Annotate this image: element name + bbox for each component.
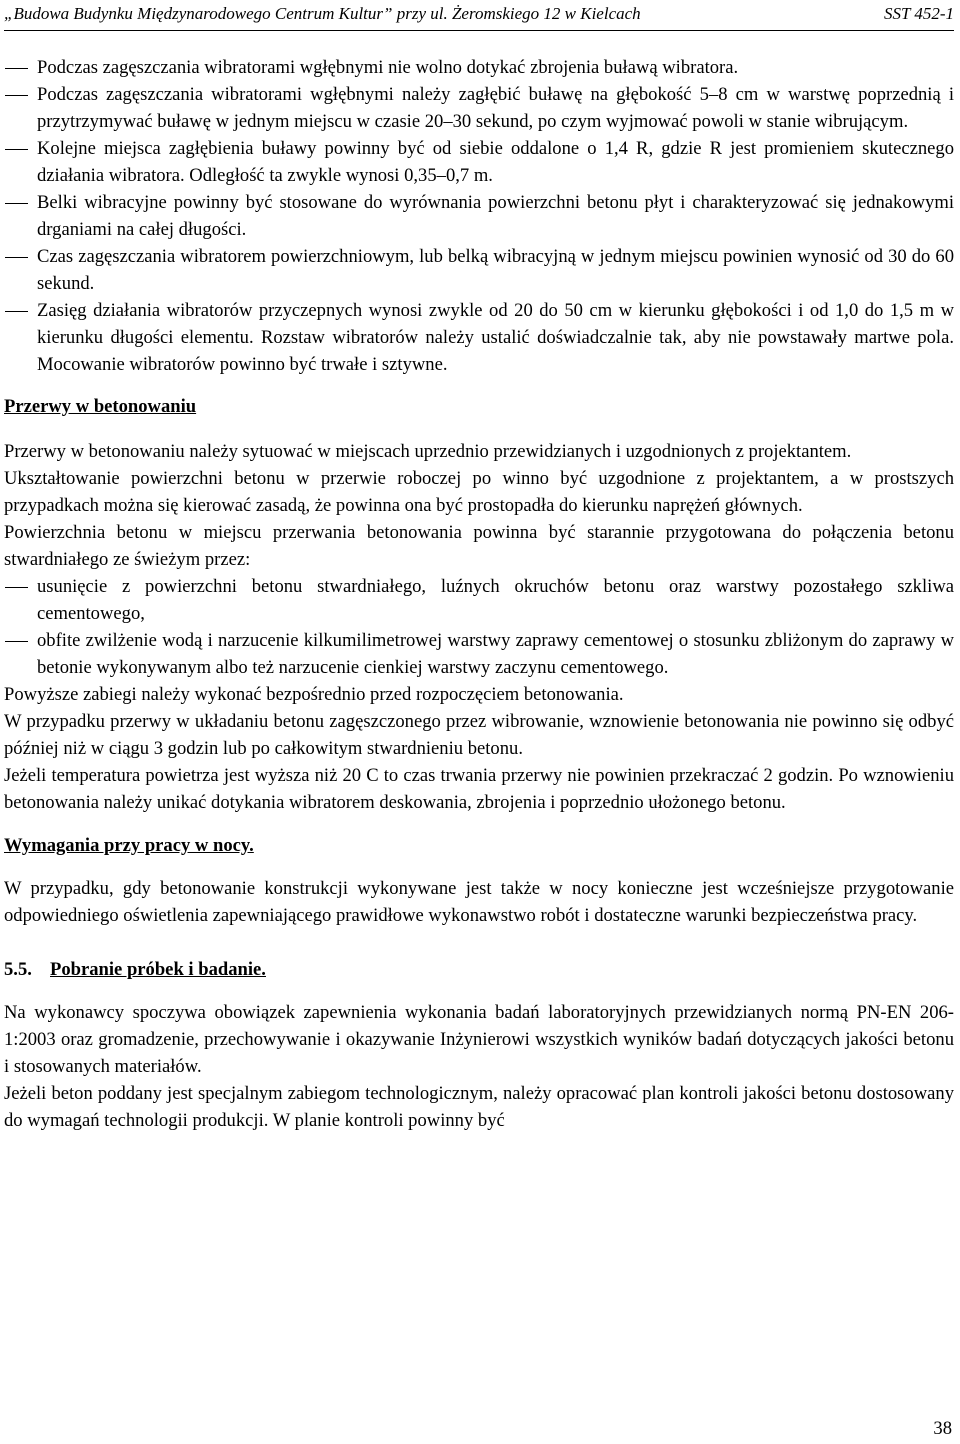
list-item: Czas zagęszczania wibratorem powierzchniowym, lub belką wibracyjną w jednym miejscu powinien wynosić od 30 do 60 sekund. xyxy=(37,246,954,294)
header-title: „Budowa Budynku Międzynarodowego Centrum Kultur” przy ul. Żeromskiego 12 w Kielcach xyxy=(4,4,641,23)
list-item: Zasięg działania wibratorów przyczepnych wynosi zwykle od 20 do 50 cm w kierunku głębokości i od 1,0 do 1,5 m w kierunku długości elementu. Rozstaw wibratorów należy ustalić doświadczalnie tak, aby nie powstawały martwe pola. Mocowanie wibratorów powinno być trwałe i sztywne. xyxy=(37,300,954,375)
section-title: Pobranie próbek i badanie. xyxy=(50,959,266,980)
paragraph: Przerwy w betonowaniu należy sytuować w miejscach uprzednio przewidzianych i uzgodnionych z projektantem. xyxy=(4,441,852,462)
paragraph: Jeżeli temperatura powietrza jest wyższa niż 20 C to czas trwania przerwy nie powinien przekraczać 2 godzin. Po wznowieniu betonowania należy unikać dotykania wibratorem deskowania, zbrojenia i poprzednio ułożonego betonu. xyxy=(4,765,954,813)
list-item: Podczas zagęszczania wibratorami wgłębnymi należy zagłębić buławę na głębokość 5–8 cm w warstwę poprzednią i przytrzymywać buławę w jednym miejscu w czasie 20–30 sekund, po czym wyjmować powoli w stanie wibrującym. xyxy=(37,84,954,132)
document-body xyxy=(4,54,954,1134)
paragraph: Powyższe zabiegi należy wykonać bezpośrednio przed rozpoczęciem betonowania. xyxy=(4,684,624,705)
list-item: Belki wibracyjne powinny być stosowane do wyrównania powierzchni betonu płyt i charakteryzować się jednakowymi drganiami na całej długości. xyxy=(37,192,954,240)
section-heading-breaks: Przerwy w betonowaniu xyxy=(4,396,197,417)
list-item: usunięcie z powierzchni betonu stwardniałego, luźnych okruchów betonu oraz warstwy pozostałego szkliwa cementowego, xyxy=(37,576,954,624)
page-number: 38 xyxy=(933,1418,952,1439)
section-heading-night: Wymagania przy pracy w nocy. xyxy=(4,835,254,856)
header-spec-code: SST 452-1 xyxy=(883,4,954,23)
paragraph: W przypadku przerwy w układaniu betonu zagęszczonego przez wibrowanie, wznowienie betonowania nie powinno się odbyć później niż w ciągu 3 godzin lub po całkowitym stwardnieniu betonu. xyxy=(4,711,954,759)
list-item: Podczas zagęszczania wibratorami wgłębnymi nie wolno dotykać zbrojenia buławą wibratora. xyxy=(37,57,739,78)
section-number: 5.5. xyxy=(4,959,32,980)
section-heading-sampling xyxy=(4,956,954,983)
paragraph: W przypadku, gdy betonowanie konstrukcji wykonywane jest także w nocy konieczne jest wcześniejsze przygotowanie odpowiedniego oświetlenia zapewniającego prawidłowe wykonawstwo robót i dostateczne warunki bezpieczeństwa pracy. xyxy=(4,878,954,926)
paragraph: Na wykonawcy spoczywa obowiązek zapewnienia wykonania badań laboratoryjnych przewidzianych normą PN-EN 206-1:2003 oraz gromadzenie, przechowywanie i okazywanie Inżynierowi wszystkich wyników badań dotyczących jakości betonu i stosowanych materiałów. xyxy=(4,1002,954,1077)
paragraph: Powierzchnia betonu w miejscu przerwania betonowania powinna być starannie przygotowana do połączenia betonu stwardniałego ze świeżym przez: xyxy=(4,522,954,570)
paragraph: Jeżeli beton poddany jest specjalnym zabiegom technologicznym, należy opracować plan kontroli jakości betonu dostosowany do wymagań technologii produkcji. W planie kontroli powinny być xyxy=(4,1083,954,1131)
list-item: Kolejne miejsca zagłębienia buławy powinny być od siebie oddalone o 1,4 R, gdzie R jest promieniem skutecznego działania wibratora. Odległość ta zwykle wynosi 0,35–0,7 m. xyxy=(37,138,954,186)
page-header xyxy=(4,2,954,31)
list-item: obfite zwilżenie wodą i narzucenie kilkumilimetrowej warstwy zaprawy cementowej o stosunku zbliżonym do zaprawy w betonie wykonywanym albo też narzucenie cienkiej warstwy zaczynu cementowego. xyxy=(37,630,954,678)
paragraph: Ukształtowanie powierzchni betonu w przerwie roboczej po winno być uzgodnione z projektantem, a w prostszych przypadkach można się kierować zasadą, że powinna ona być prostopadła do kierunku naprężeń głównych. xyxy=(4,468,954,516)
